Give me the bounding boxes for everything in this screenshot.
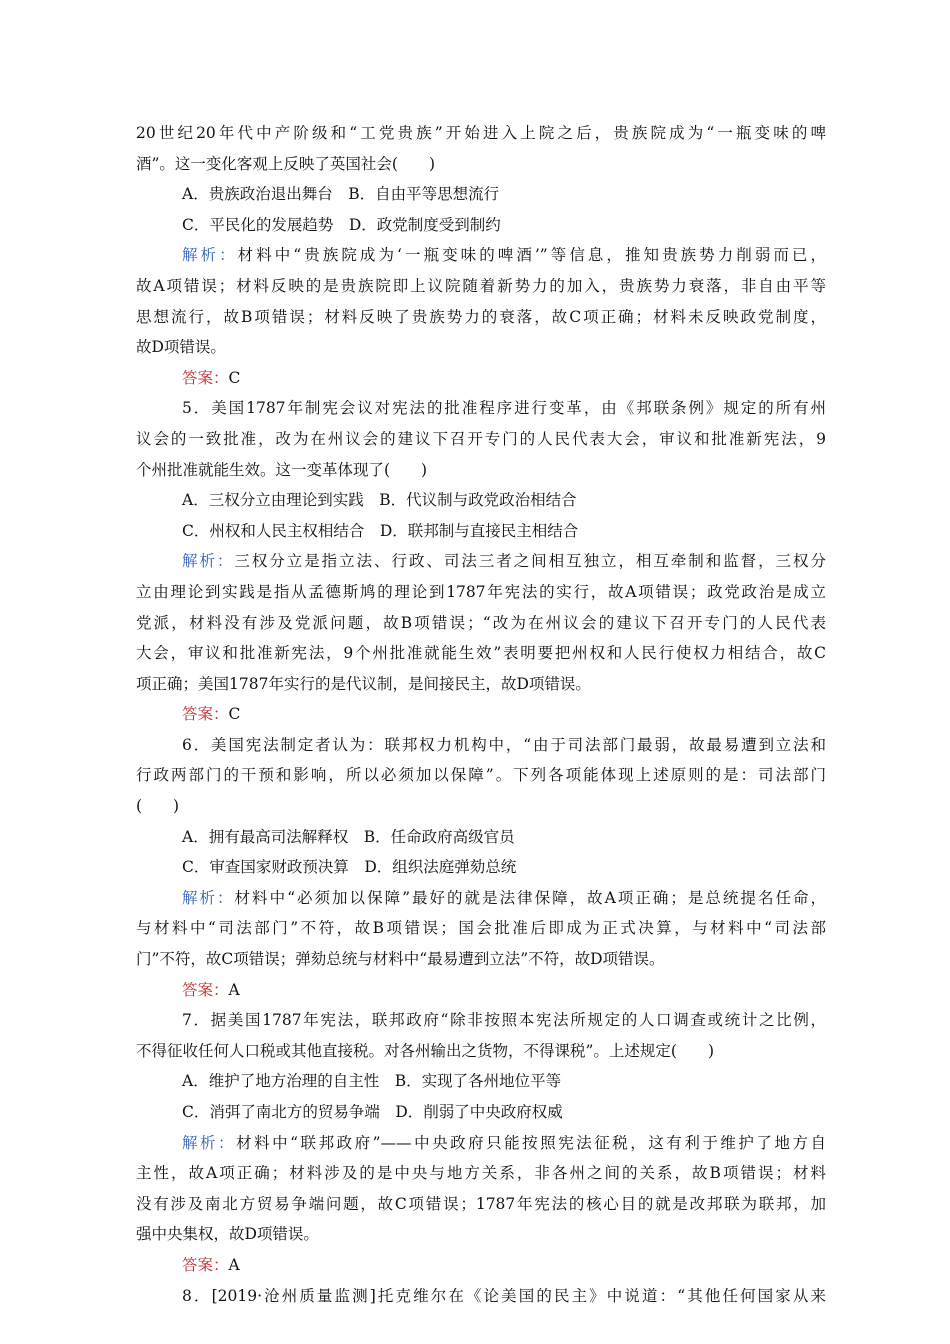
document-page: [136, 118, 826, 1311]
analysis-text: 三权分立是指立法、行政、司法三者之间相互独立，相互牵制和监督，三权分: [234, 552, 826, 571]
analysis-line: 故A项错误；材料反映的是贵族院即上议院随着新势力的加入，贵族势力衰落，非自由平等: [136, 276, 826, 295]
question-4: [136, 118, 826, 393]
question-stem-line: 议会的一致批准，改为在州议会的建议下召开专门的人民代表大会，审议和批准新宪法，9: [136, 429, 826, 448]
option-line: A．维护了地方治理的自主性 B．实现了各州地位平等: [182, 1072, 562, 1091]
analysis-line: [136, 883, 826, 914]
analysis-label: 解析：: [182, 888, 235, 907]
option-line: A．拥有最高司法解释权 B．任命政府高级官员: [182, 827, 515, 846]
answer-value: C: [228, 705, 241, 724]
analysis-line: 大会，审议和批准新宪法，9个州批准就能生效”表明要把州权和人民行使权力相结合，故C: [136, 644, 826, 663]
analysis-label: 解析：: [182, 1133, 237, 1152]
analysis-line: 主性，故A项正确；材料涉及的是中央与地方关系，非各州之间的关系，故B项错误；材料: [136, 1164, 826, 1183]
analysis-line: 与材料中“司法部门”不符，故B项错误；国会批准后即成为正式决算，与材料中“司法部: [136, 919, 826, 938]
question-7: [136, 1005, 826, 1280]
answer-line: [136, 699, 826, 730]
question-stem-line: 7．据美国1787年宪法，联邦政府“除非按照本宪法所规定的人口调查或统计之比例，: [182, 1011, 826, 1030]
analysis-line: 思想流行，故B项错误；材料反映了贵族势力的衰落，故C项正确；材料未反映政党制度，: [136, 307, 826, 326]
question-5: [136, 393, 826, 730]
analysis-line: 门”不符，故C项错误；弹劾总统与材料中“最易遭到立法”不符，故D项错误。: [136, 950, 665, 969]
question-8: [136, 1281, 826, 1312]
analysis-line: [136, 1128, 826, 1159]
question-stem-line: 个州批准就能生效。这一变革体现了( ): [136, 460, 428, 479]
option-line: C．州权和人民主权相结合 D．联邦制与直接民主相结合: [182, 521, 579, 540]
analysis-text: 材料中“联邦政府”——中央政府只能按照宪法征税，这有利于维护了地方自: [236, 1133, 826, 1152]
answer-value: C: [228, 368, 241, 387]
answer-line: [136, 1250, 826, 1281]
question-6: [136, 730, 826, 1005]
question-stem-line: 酒”。这一变化客观上反映了英国社会( ): [136, 154, 436, 173]
option-line: A．贵族政治退出舞台 B．自由平等思想流行: [182, 185, 500, 204]
question-stem-line: 8．[2019·沧州质量监测]托克维尔在《论美国的民主》中说道：“其他任何国家从来: [182, 1286, 826, 1305]
question-stem-line: ( ): [136, 797, 180, 816]
option-line: C．审查国家财政预决算 D．组织法庭弹劾总统: [182, 858, 517, 877]
analysis-label: 解析：: [182, 552, 235, 571]
question-stem-line: 5．美国1787年制宪会议对宪法的批准程序进行变革，由《邦联条例》规定的所有州: [182, 399, 826, 418]
answer-value: A: [228, 980, 240, 999]
question-stem-line: 不得征收任何人口税或其他直接税。对各州输出之货物，不得课税”。上述规定( ): [136, 1041, 715, 1060]
question-stem-line: 行政两部门的干预和影响，所以必须加以保障”。下列各项能体现上述原则的是：司法部门: [136, 766, 826, 785]
answer-line: [136, 975, 826, 1006]
answer-line: [136, 363, 826, 394]
analysis-text: 材料中“贵族院成为‘一瓶变味的啤酒’”等信息，推知贵族势力削弱而已，: [237, 246, 826, 265]
question-stem-line: 6．美国宪法制定者认为：联邦权力机构中，“由于司法部门最弱，故最易遭到立法和: [182, 735, 826, 754]
analysis-line: 故D项错误。: [136, 338, 226, 357]
option-line: A．三权分立由理论到实践 B．代议制与政党政治相结合: [182, 491, 577, 510]
analysis-line: 立由理论到实践是指从孟德斯鸠的理论到1787年宪法的实行，故A项错误；政党政治是成立: [136, 582, 826, 601]
analysis-line: 强中央集权，故D项错误。: [136, 1225, 319, 1244]
analysis-line: 没有涉及南北方贸易争端问题，故C项错误；1787年宪法的核心目的就是改邦联为联邦，加: [136, 1194, 826, 1213]
option-line: C．消弭了南北方的贸易争端 D．削弱了中央政府权威: [182, 1103, 563, 1121]
analysis-line: [136, 546, 826, 577]
option-line: C．平民化的发展趋势 D．政党制度受到制约: [182, 215, 501, 234]
answer-label: 答案：: [182, 980, 229, 999]
answer-label: 答案：: [182, 1255, 229, 1274]
analysis-line: 项正确；美国1787年实行的是代议制，是间接民主，故D项错误。: [136, 674, 591, 693]
analysis-line: 党派，材料没有涉及党派问题，故B项错误；“改为在州议会的建议下召开专门的人民代表: [136, 613, 826, 632]
answer-value: A: [228, 1255, 240, 1274]
question-stem-line: 20世纪20年代中产阶级和“工党贵族”开始进入上院之后，贵族院成为“一瓶变味的啤: [136, 124, 826, 142]
analysis-text: 材料中“必须加以保障”最好的就是法律保障，故A项正确；是总统提名任命，: [234, 888, 826, 907]
answer-label: 答案：: [182, 705, 229, 724]
analysis-label: 解析：: [182, 246, 238, 265]
analysis-line: [136, 240, 826, 271]
answer-label: 答案：: [182, 368, 229, 387]
